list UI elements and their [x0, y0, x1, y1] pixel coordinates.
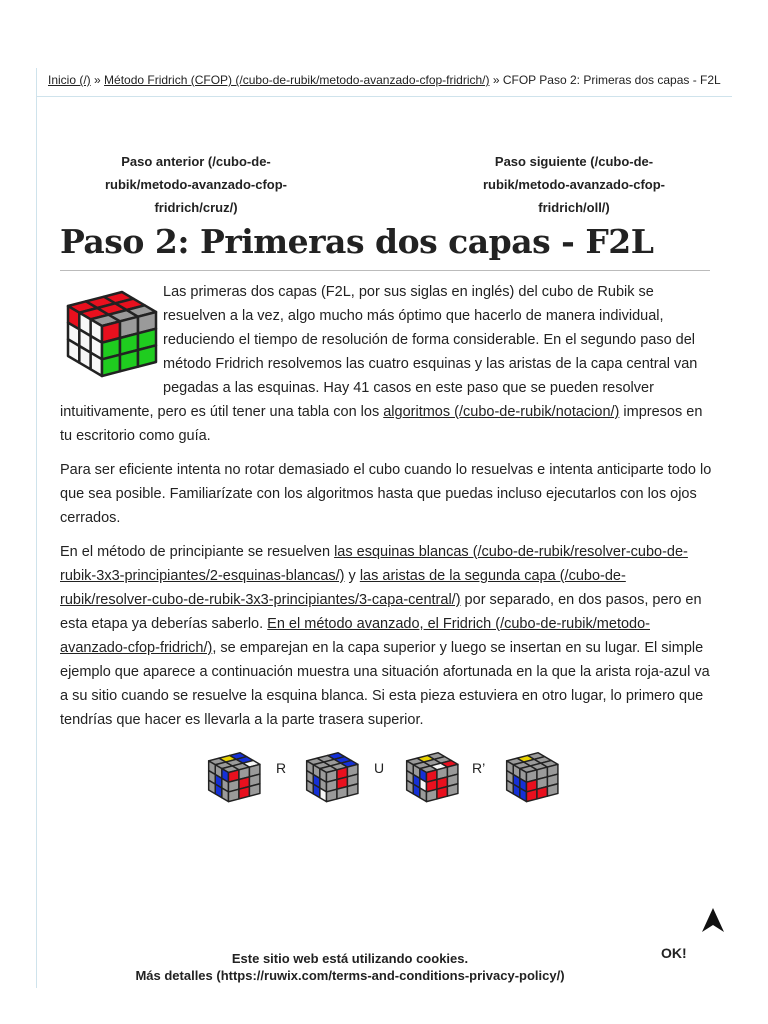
method-text: En el método de principiante se resuelven: [60, 544, 335, 560]
breadcrumb-home-link[interactable]: Inicio (/): [48, 73, 91, 87]
right-face-sticker: [326, 789, 336, 801]
previous-step-link[interactable]: Paso anterior (/cubo-de-rubik/metodo-avanzado-cfop-fridrich/cruz/): [104, 154, 287, 215]
cube-state-4-image: [502, 742, 562, 810]
method-text: y: [344, 568, 360, 584]
method-text: por separado, en dos pasos, pero en esta etapa ya deberías saberlo.: [60, 592, 702, 632]
move-label-r: R: [276, 760, 287, 776]
cookie-policy-link[interactable]: Más detalles (https://ruwix.com/terms-and-conditions-privacy-policy/): [135, 968, 565, 983]
page-title: Paso 2: Primeras dos capas - F2L: [60, 222, 654, 261]
right-face-sticker: [239, 786, 249, 798]
cube-state-2-image: [302, 742, 362, 810]
intro-text: Las primeras dos capas (F2L, por sus siglas en inglés) del cubo de Rubik se resuelven a la vez, algo mucho más óptimo que hacerlo de manera individual, reduciendo el tiempo de resolución de forma considerable. En el segundo paso del método Fridrich resolvemos las cuatro esquinas y las aristas de la capa central van pegadas a las esquinas. Hay 41 casos en este paso que se pueden resolver intuitivamente, pero es útil tener una tabla con los: [60, 284, 698, 420]
breadcrumb: [48, 73, 721, 87]
next-step-link[interactable]: Paso siguiente (/cubo-de-rubik/metodo-avanzado-cfop-fridrich/oll/): [482, 154, 665, 215]
cookie-banner: [60, 950, 640, 984]
method-paragraph: [60, 540, 712, 732]
white-corners-link[interactable]: las esquinas blancas (/cubo-de-rubik/resolver-cubo-de-rubik-3x3-principiantes/2-esquinas-blancas/): [60, 544, 688, 584]
breadcrumb-separator: »: [489, 73, 503, 87]
right-face-sticker: [437, 786, 447, 798]
algorithms-link[interactable]: algoritmos (/cubo-de-rubik/notacion/): [383, 404, 620, 420]
right-face-sticker: [537, 786, 547, 798]
move-label-u: U: [374, 760, 385, 776]
algorithm-sequence: [204, 742, 564, 812]
right-face-sticker: [138, 345, 156, 366]
move-label-r-prime: R’: [472, 760, 486, 776]
right-face-sticker: [337, 786, 347, 798]
breadcrumb-current: CFOP Paso 2: Primeras dos capas - F2L: [502, 73, 721, 87]
breadcrumb-divider: [36, 96, 732, 97]
scroll-to-top-arrow-icon[interactable]: [699, 906, 727, 934]
solved-f2l-cube-image: [60, 282, 163, 382]
cube-state-1-image: [204, 742, 264, 810]
second-layer-edges-link[interactable]: las aristas de la segunda capa (/cubo-de-rubik/resolver-cubo-de-rubik-3x3-principiantes/3-capa-central/): [60, 568, 626, 608]
method-text: , se emparejan en la capa superior y luego se insertan en su lugar. El simple ejemplo que aparece a continuación muestra una situación afortunada en la que la arista roja-azul va a su sitio cuando se resuelve la esquina blanca. Si esta pieza estuviera en otro lugar, lo primero que tendrías que hacer es llevarla a la parte trasera superior.: [60, 640, 710, 728]
right-face-sticker: [120, 350, 138, 371]
right-face-sticker: [426, 789, 436, 801]
breadcrumb-section-link[interactable]: Método Fridrich (CFOP) (/cubo-de-rubik/metodo-avanzado-cfop-fridrich/): [104, 73, 490, 87]
cookie-accept-button[interactable]: OK!: [661, 945, 687, 961]
cube-state-3-image: [402, 742, 462, 810]
efficiency-paragraph: Para ser eficiente intenta no rotar demasiado el cubo cuando lo resuelvas e intenta anticiparte todo lo que sea posible. Familiarízate con los algoritmos hasta que puedas incluso ejecutarlos con los ojos cerrados.: [60, 462, 712, 526]
fridrich-method-link[interactable]: En el método avanzado, el Fridrich (/cubo-de-rubik/metodo-avanzado-cfop-fridrich/): [60, 616, 650, 656]
right-face-sticker: [526, 789, 536, 801]
intro-text-end: impresos en tu escritorio como guía.: [60, 404, 703, 444]
right-face-sticker: [347, 784, 357, 796]
right-face-sticker: [102, 355, 120, 376]
right-face-sticker: [547, 784, 557, 796]
right-face-sticker: [447, 784, 457, 796]
cookie-message: Este sitio web está utilizando cookies.: [231, 951, 469, 966]
breadcrumb-separator: »: [90, 73, 105, 87]
title-divider: [60, 270, 710, 271]
right-face-sticker: [249, 784, 259, 796]
article-body: [60, 280, 712, 742]
intro-paragraph: [60, 280, 712, 448]
right-face-sticker: [228, 789, 238, 801]
